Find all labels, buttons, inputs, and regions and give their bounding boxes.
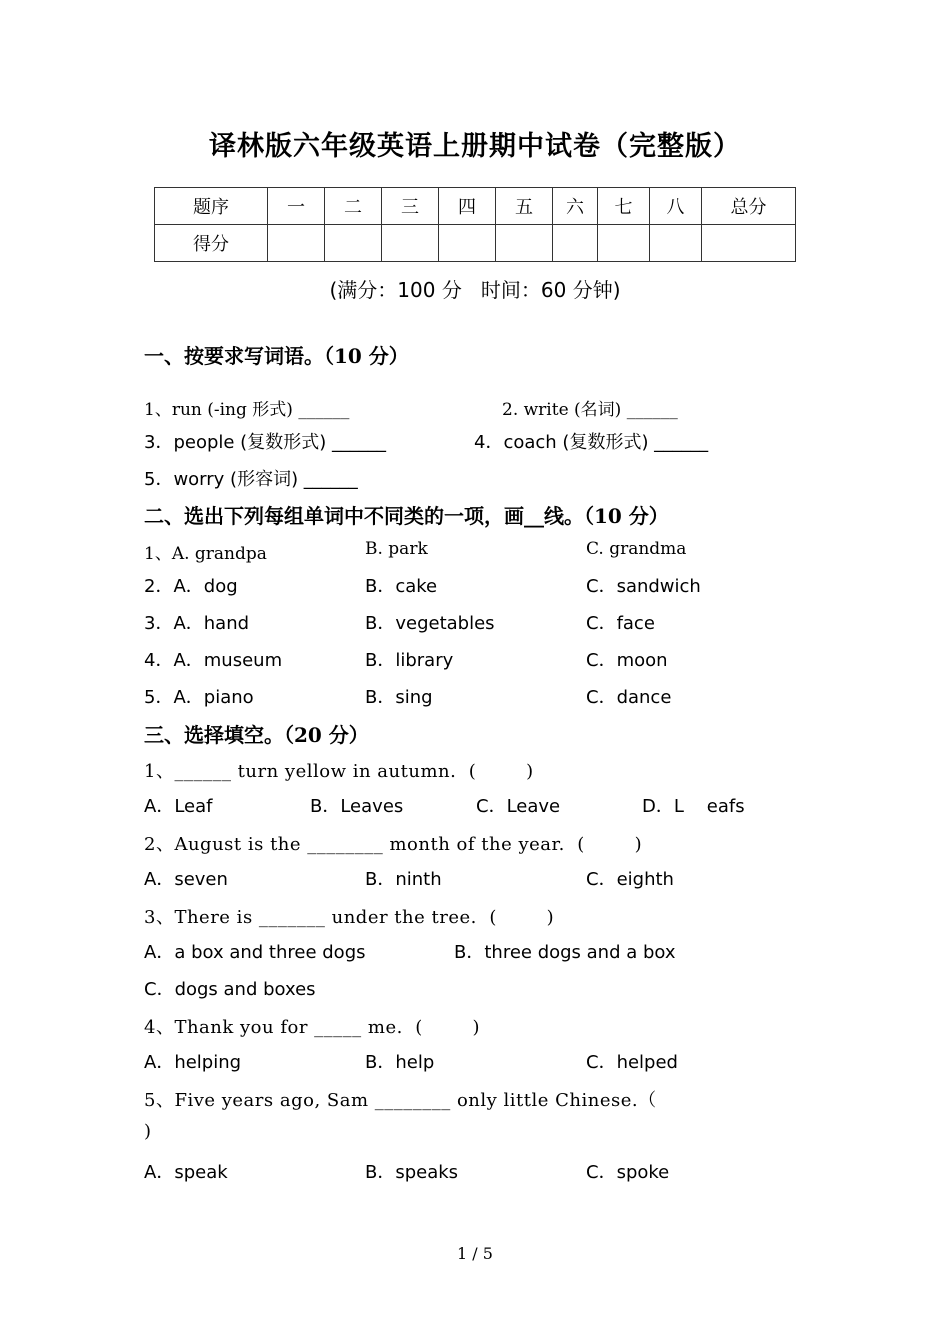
question: 1、______ turn yellow in autumn. ( ): [144, 761, 534, 782]
option: C．sandwich: [586, 576, 701, 597]
table-cell: 五: [496, 188, 553, 225]
table-cell: 三: [382, 188, 439, 225]
option: C．helped: [586, 1052, 678, 1073]
option: B．three dogs and a box: [454, 942, 676, 963]
table-row: [155, 225, 796, 262]
question: 5．worry (形容词) ______: [144, 469, 358, 490]
option: C．dance: [586, 687, 672, 708]
table-cell: 一: [268, 188, 325, 225]
option: 5．A．piano: [144, 687, 254, 708]
subtitle: (满分：100 分 时间：60 分钟): [329, 278, 621, 302]
option: B．Leaves: [310, 796, 404, 817]
option: C．moon: [586, 650, 668, 671]
option: B．cake: [365, 576, 438, 597]
table-row: [155, 188, 796, 225]
score-input-cell[interactable]: [439, 225, 496, 262]
table-cell: 题序: [155, 188, 268, 225]
option: A．a box and three dogs: [144, 942, 366, 963]
option: B．library: [365, 650, 454, 671]
question: 3、There is _______ under the tree. ( ): [144, 907, 555, 928]
score-input-cell[interactable]: [496, 225, 553, 262]
table-cell: 总分: [702, 188, 796, 225]
option: C. grandma: [586, 539, 687, 559]
table-cell: 七: [598, 188, 650, 225]
option: 2．A．dog: [144, 576, 238, 597]
question: 1、run (-ing 形式) ______: [144, 400, 350, 420]
option: B．vegetables: [365, 613, 495, 634]
option: A．Leaf: [144, 796, 213, 817]
option: B．help: [365, 1052, 435, 1073]
section-heading: 一、按要求写词语。（10 分）: [144, 344, 409, 368]
table-cell: 四: [439, 188, 496, 225]
option: B．ninth: [365, 869, 442, 890]
question-continuation: ): [144, 1121, 152, 1142]
option: C．spoke: [586, 1162, 670, 1183]
option: C．face: [586, 613, 655, 634]
table-cell: 二: [325, 188, 382, 225]
question: 4、Thank you for _____ me. ( ): [144, 1017, 481, 1038]
option: 3．A．hand: [144, 613, 250, 634]
question: 5、Five years ago, Sam ________ only little Chinese.（: [144, 1090, 657, 1111]
option: C．eighth: [586, 869, 674, 890]
option: 4．A．museum: [144, 650, 283, 671]
option: B．sing: [365, 687, 433, 708]
page-number: 1 / 5: [457, 1244, 493, 1263]
score-input-cell[interactable]: [598, 225, 650, 262]
score-input-cell[interactable]: [268, 225, 325, 262]
page-title: 译林版六年级英语上册期中试卷（完整版）: [209, 131, 741, 162]
score-input-cell[interactable]: [325, 225, 382, 262]
option: B. park: [365, 539, 428, 559]
option: A．helping: [144, 1052, 242, 1073]
question: 4．coach (复数形式) ______: [474, 432, 709, 453]
table-cell: 得分: [155, 225, 268, 262]
score-input-cell[interactable]: [702, 225, 796, 262]
option: D．L eafs: [642, 796, 745, 817]
option: B．speaks: [365, 1162, 459, 1183]
score-table: [154, 187, 796, 262]
option: C．dogs and boxes: [144, 979, 316, 1000]
table-cell: 六: [553, 188, 598, 225]
section-heading: 二、选出下列每组单词中不同类的一项，画__线。（10 分）: [144, 504, 669, 528]
question: 2. write (名词) ______: [502, 400, 678, 420]
question: 3．people (复数形式) ______: [144, 432, 386, 453]
score-input-cell[interactable]: [650, 225, 702, 262]
table-cell: 八: [650, 188, 702, 225]
question: 2、August is the ________ month of the year. ( ): [144, 834, 643, 855]
option: C．Leave: [476, 796, 561, 817]
section-heading: 三、选择填空。（20 分）: [144, 723, 369, 747]
score-input-cell[interactable]: [553, 225, 598, 262]
option: A．seven: [144, 869, 228, 890]
option: A．speak: [144, 1162, 228, 1183]
option: 1、A. grandpa: [144, 544, 267, 564]
score-input-cell[interactable]: [382, 225, 439, 262]
